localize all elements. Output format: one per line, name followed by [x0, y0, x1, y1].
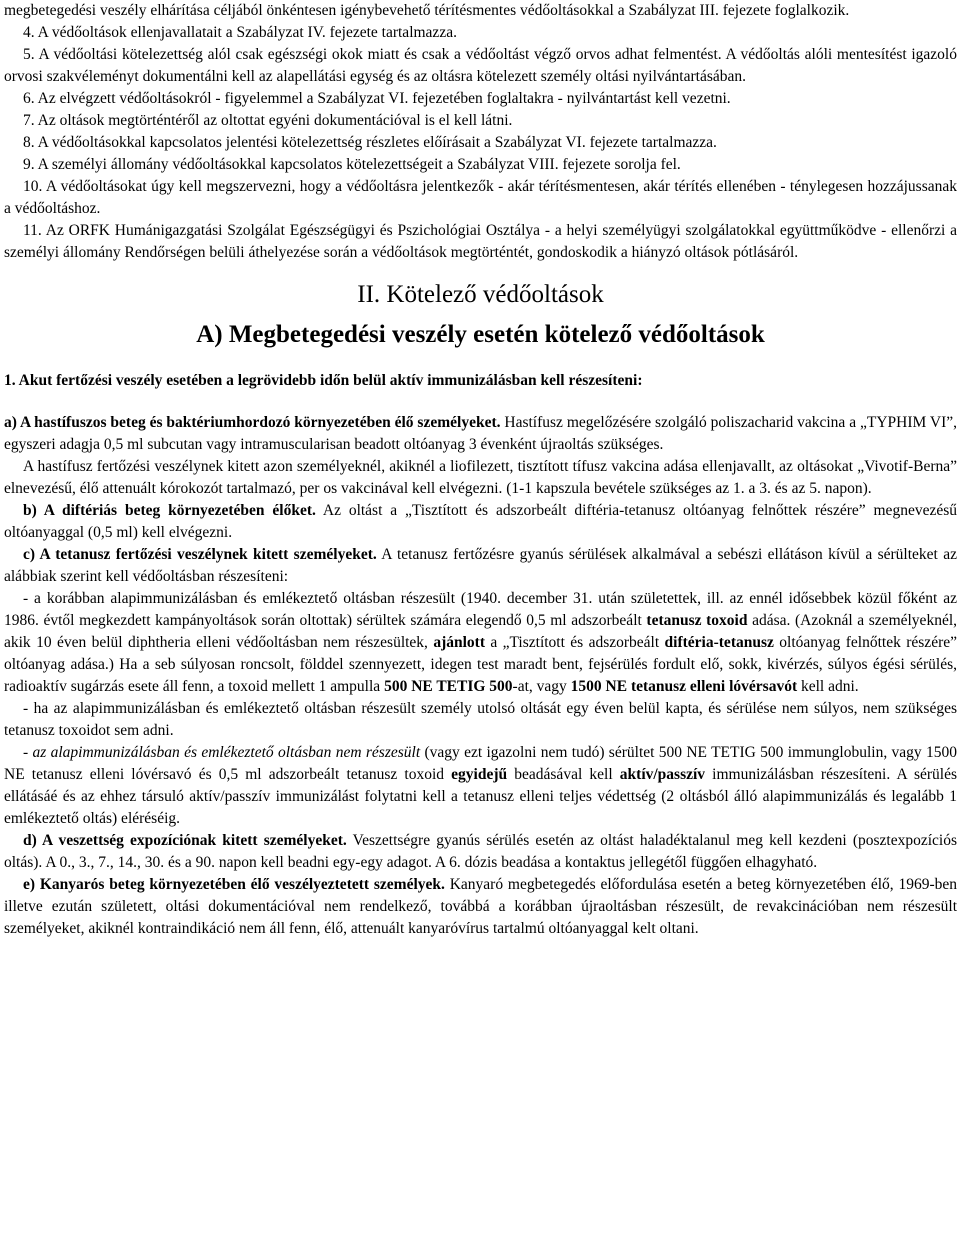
text-run: -at, vagy	[512, 678, 571, 695]
text-run: beadásával kell	[507, 766, 620, 783]
text-run: oltóanyag felnőttek részére” oltóanyag adása.) Ha a seb súlyosan roncsolt, földdel szennyezett, idegen test maradt bent, fejsérülés fordult elő, sokk, kivérzés, súlyos égési sérülés, radioaktív sugárzás esete áll fenn, a toxoid mellett 1 ampulla	[4, 634, 957, 695]
text-run: immunizálásban részesíteni. A sérülés ellátásáé és az ehhez társuló aktív/passzív immunizálást folytatni kell a tetanusz elleni teljes védettség (2 oltásból álló alapimmunizálás és legalább 1 emlékeztető oltás) eléréséig.	[4, 766, 957, 827]
item-e-text: Kanyaró megbetegedés előfordulása esetén a beteg környezetében élő, 1969-ben illetve ezután született, oltási dokumentációval nem rendelkező, továbbá a korábban újraoltásban részesült, de revakcinációban nem részesült személyeket, akiknél kontraindikáció nem áll fenn, élő, attenuált kanyaróvírus tartalmú oltóanyaggal kelt oltani.	[4, 876, 958, 937]
spacer	[4, 392, 957, 412]
text-run: (vagy ezt igazolni nem tudó) sérültet 500 NE TETIG 500 immunglobulin, vagy 1500 NE tetanusz elleni lóvérsavó és 0,5 ml adszorbeált tetanusz toxoid	[4, 744, 957, 783]
paragraph-10: 10. A védőoltásokat úgy kell megszervezni, hogy a védőoltásra jelentkezők - akár térítésmentesen, akár térítés ellenében - ténylegesen hozzájussanak a védőoltáshoz.	[4, 178, 957, 217]
paragraph-11: 11. Az ORFK Humánigazgatási Szolgálat Egészségügyi és Pszichológiai Osztálya - a helyi személyügyi szolgálatokkal együttműködve - ellenőrzi a személyi állomány Rendőrségen belüli áthelyezése során a védőoltások megtörténtét, gondoskodik a hiányzó oltások pótlásáról.	[4, 222, 957, 261]
text-run: - a korábban alapimmunizálásban és emlékeztető oltásban részesült (1940. december 31. után születettek, ill. az ennél idősebbek közül főként az 1986. évtől megkezdett kampányoltások során oltottak) sérültek számára elegendő 0,5 ml adszorbeált	[4, 590, 957, 629]
bold-run: diftéria-tetanusz	[664, 634, 774, 651]
paragraph-6: 6. Az elvégzett védőoltásokról - figyelemmel a Szabályzat VI. fejezetében foglaltakra - nyilvántartást kell vezetni.	[23, 90, 731, 107]
italic-run: - az alapimmunizálásban és emlékeztető oltásban nem részesült	[23, 744, 421, 761]
paragraph-7: 7. Az oltások megtörténtéről az oltottat egyéni dokumentációval is el kell látni.	[23, 112, 513, 129]
item-b-text: Az oltást a „Tisztított és adszorbeált diftéria-tetanusz oltóanyag felnőttek részére” megnevezésű oltóanyaggal (0,5 ml) kell elvégezni.	[4, 502, 957, 541]
item-a-heading: a) A hastífuszos beteg és baktériumhordozó környezetében élő személyeket.	[4, 414, 501, 431]
text-run: a „Tisztított és adszorbeált	[484, 634, 665, 651]
text-run: kell adni.	[797, 678, 859, 695]
item-c-bullet-3	[4, 742, 957, 830]
paragraph-intro: megbetegedési veszély elhárítása céljából önkéntesen igénybevehető térítésmentes védőoltásokkal a Szabályzat III. fejezete foglalkozik.	[4, 2, 850, 19]
paragraph-8: 8. A védőoltásokkal kapcsolatos jelentési kötelezettség részletes előírásait a Szabályzat VI. fejezete tartalmazza.	[23, 134, 717, 151]
item-c-bullet-1	[4, 588, 957, 698]
item-d-text: Veszettségre gyanús sérülés esetén az oltást haladéktalanul meg kell kezdeni (posztexpozíciós oltás). A 0., 3., 7., 14., 30. és a 90. napon kell beadni egy-egy adagot. A 6. dózis beadása a kontaktus jellegétől függően elhagyható.	[4, 832, 957, 871]
bold-run: tetanusz toxoid	[646, 612, 748, 629]
item-b-heading: b) A diftériás beteg környezetében élőket.	[23, 502, 316, 519]
paragraph-5: 5. A védőoltási kötelezettség alól csak egészségi okok miatt és csak a védőoltást végző orvos adhat felmentést. A védőoltás alóli mentesítést igazoló orvosi szakvéleményt dokumentálni kell az alapellátási egység és az oltásra kötelezett személy oltási nyilvántartásában.	[4, 46, 957, 85]
item-a	[4, 412, 957, 456]
paragraph-9: 9. A személyi állomány védőoltásokkal kapcsolatos kötelezettségeit a Szabályzat VIII. fejezete sorolja fel.	[23, 156, 681, 173]
item-c-heading: c) A tetanusz fertőzési veszélynek kitett személyeket.	[23, 546, 377, 563]
item-c	[4, 544, 957, 588]
item-c-text: A tetanusz fertőzésre gyanús sérülések alkalmával a sebészi ellátáson kívül a sérülteket az alábbiak szerint kell védőoltásban részesíteni:	[4, 546, 957, 585]
section-subtitle: A) Megbetegedési veszély esetén kötelező védőoltások	[196, 321, 765, 348]
item-c-bullet-2: - ha az alapimmunizálásban és emlékeztető oltásban részesült személy utolsó oltását egy éven belül kapta, és sérülése nem súlyos, nem szükséges tetanusz toxoidot sem adni.	[4, 700, 957, 739]
text-run: adása. (Azoknál a személyeknél, akik 10 éven belül diphtheria elleni védőoltásban nem részesültek,	[4, 612, 958, 651]
item-a-continued: A hastífusz fertőzési veszélynek kitett azon személyeknél, akiknél a liofilezett, tisztított tífusz vakcina adása ellenjavallt, az oltásokat „Vivotif-Berna” elnevezésű, élő attenuált kórokozót tartalmazó, per os vakcinával kell elvégezni. (1-1 kapszula bevétele szükséges az 1. a 3. és az 5. napon).	[4, 458, 957, 497]
bold-run: aktív/passzív	[619, 766, 706, 783]
section-title: II. Kötelező védőoltások	[357, 281, 604, 308]
item-a-text: Hastífusz megelőzésére szolgáló poliszacharid vakcina a „TYPHIM VI”, egyszeri adagja 0,5 ml subcutan vagy intramuscularisan beadott oltóanyag 3 évenként újraoltás szükséges.	[4, 414, 957, 453]
heading-1: 1. Akut fertőzési veszély esetében a legrövidebb időn belül aktív immunizálásban kell részesíteni:	[4, 372, 643, 389]
paragraph-4: 4. A védőoltások ellenjavallatait a Szabályzat IV. fejezete tartalmazza.	[23, 24, 457, 41]
item-d-heading: d) A veszettség expozíciónak kitett személyeket.	[23, 832, 347, 849]
item-b	[4, 500, 957, 544]
bold-run: ajánlott	[433, 634, 485, 651]
item-e	[4, 874, 957, 940]
bold-run: egyidejű	[451, 766, 508, 783]
bold-run: 1500 NE tetanusz elleni lóvérsavót	[570, 678, 798, 695]
item-e-heading: e) Kanyarós beteg környezetében élő veszélyeztetett személyek.	[23, 876, 445, 893]
bold-run: 500 NE TETIG 500	[384, 678, 513, 695]
item-d	[4, 830, 957, 874]
